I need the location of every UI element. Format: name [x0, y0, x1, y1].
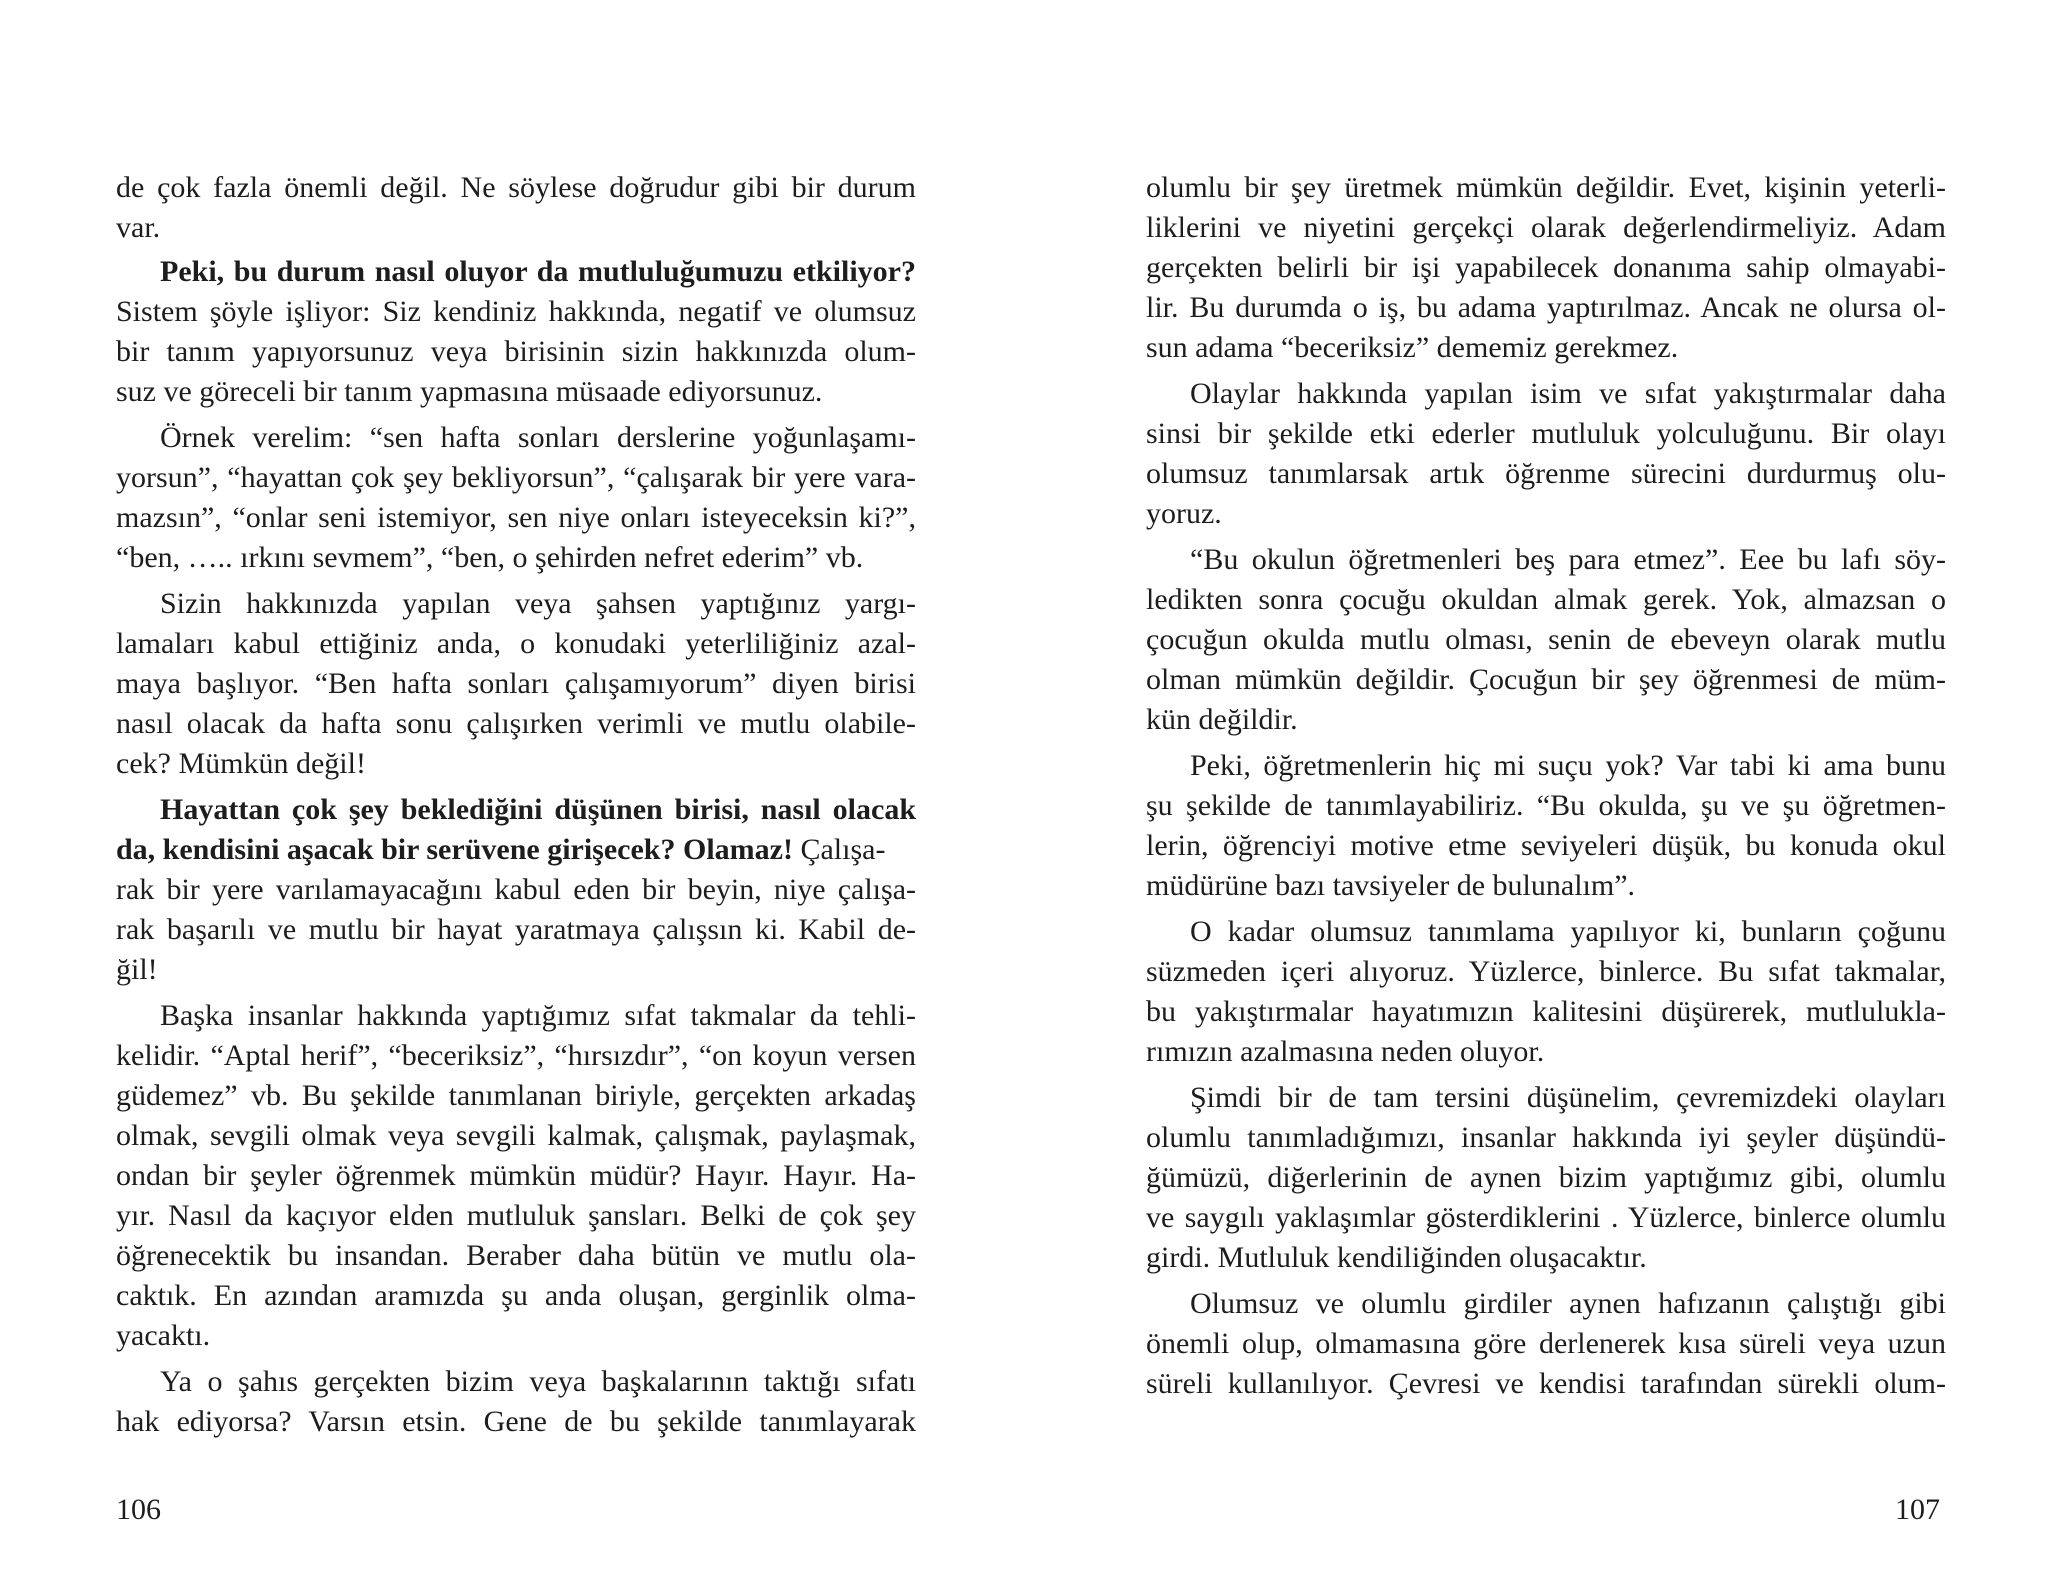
text-line: ledikten sonra çocuğu okuldan almak gerek. Yok, almazsan o	[1146, 583, 1946, 616]
text-line: girdi. Mutluluk kendiliğinden oluşacaktır.	[1146, 1241, 1647, 1274]
text-line: olumsuz tanımlarsak artık öğrenme sürecini durdurmuş olu-	[1146, 457, 1946, 490]
text-line: kelidir. “Aptal herif”, “beceriksiz”, “hırsızdır”, “on koyun versen	[116, 1039, 916, 1072]
text-line: güdemez” vb. Bu şekilde tanımlanan biriyle, gerçekten arkadaş	[116, 1079, 916, 1112]
text-line: ondan bir şeyler öğrenmek mümkün müdür? Hayır. Hayır. Ha-	[116, 1159, 916, 1192]
text-line: sinsi bir şekilde etki ederler mutluluk yolculuğunu. Bir olayı	[1146, 417, 1946, 450]
text-line: rak başarılı ve mutlu bir hayat yaratmaya çalışsın ki. Kabil de-	[116, 913, 916, 946]
text-line: yoruz.	[1146, 497, 1222, 530]
text-line: rak bir yere varılamayacağını kabul eden bir beyin, niye çalışa-	[116, 873, 916, 906]
text-line: “Bu okulun öğretmenleri beş para etmez”. Eee bu lafı söy-	[1190, 543, 1946, 576]
text-line: liklerini ve niyetini gerçekçi olarak değerlendirmeliyiz. Adam	[1146, 211, 1946, 244]
text-line: Peki, öğretmenlerin hiç mi suçu yok? Var tabi ki ama bunu	[1190, 749, 1946, 782]
text-fragment: Çalışa-	[792, 833, 886, 866]
text-line: öğrenecektik bu insandan. Beraber daha bütün ve mutlu ola-	[116, 1239, 916, 1272]
text-line: de çok fazla önemli değil. Ne söylese doğrudur gibi bir durum	[116, 171, 916, 204]
text-line: olumlu bir şey üretmek mümkün değildir. Evet, kişinin yeterli-	[1146, 171, 1946, 204]
text-line: sun adama “beceriksiz” dememiz gerekmez.	[1146, 331, 1679, 364]
text-line: lerin, öğrenciyi motive etme seviyeleri düşük, bu konuda okul	[1146, 829, 1946, 862]
text-line: Örnek verelim: “sen hafta sonları derslerine yoğunlaşamı-	[160, 421, 916, 454]
text-line: yır. Nasıl da kaçıyor elden mutluluk şansları. Belki de çok şey	[116, 1199, 916, 1232]
text-line: önemli olup, olmamasına göre derlenerek kısa süreli veya uzun	[1146, 1327, 1946, 1360]
text-line: kün değildir.	[1146, 703, 1298, 736]
text-line: O kadar olumsuz tanımlama yapılıyor ki, bunların çoğunu	[1190, 915, 1946, 948]
text-line: bir tanım yapıyorsunuz veya birisinin sizin hakkınızda olum-	[116, 335, 916, 368]
page-number: 107	[1895, 1493, 1940, 1526]
text-line: yorsun”, “hayattan çok şey bekliyorsun”, “çalışarak bir yere vara-	[116, 461, 916, 494]
text-line: ve saygılı yaklaşımlar gösterdiklerini . Yüzlerce, binlerce olumlu	[1146, 1201, 1946, 1234]
text-line: olman mümkün değildir. Çocuğun bir şey öğrenmesi de müm-	[1146, 663, 1946, 696]
text-line: lamaları kabul ettiğiniz anda, o konudaki yeterliliğiniz azal-	[116, 627, 916, 660]
text-line: çocuğun okulda mutlu olması, senin de ebeveyn olarak mutlu	[1146, 623, 1946, 656]
text-line: nasıl olacak da hafta sonu çalışırken verimli ve mutlu olabile-	[116, 707, 916, 740]
text-line: süreli kullanılıyor. Çevresi ve kendisi tarafından sürekli olum-	[1146, 1367, 1946, 1400]
text-line: bu yakıştırmalar hayatımızın kalitesini düşürerek, mutlulukla-	[1146, 995, 1946, 1028]
text-line: olmak, sevgili olmak veya sevgili kalmak, çalışmak, paylaşmak,	[116, 1119, 916, 1152]
text-line: caktık. En azından aramızda şu anda oluşan, gerginlik olma-	[116, 1279, 916, 1312]
text-line: hak ediyorsa? Varsın etsin. Gene de bu şekilde tanımlayarak	[116, 1405, 916, 1438]
text-line: cek? Mümkün değil!	[116, 747, 366, 780]
text-line: var.	[116, 211, 161, 244]
text-line: olumlu tanımladığımızı, insanlar hakkında iyi şeyler düşündü-	[1146, 1121, 1946, 1154]
text-line: gerçekten belirli bir işi yapabilecek donanıma sahip olmayabi-	[1146, 251, 1946, 284]
text-line: şu şekilde de tanımlayabiliriz. “Bu okulda, şu ve şu öğretmen-	[1146, 789, 1946, 822]
text-line: ğümüzü, diğerlerinin de aynen bizim yaptığımız gibi, olumlu	[1146, 1161, 1946, 1194]
text-line: mazsın”, “onlar seni istemiyor, sen niye onları isteyeceksin ki?”,	[116, 501, 916, 534]
text-line: “ben, ….. ırkını sevmem”, “ben, o şehirden nefret ederim” vb.	[116, 541, 864, 574]
text-line: Sistem şöyle işliyor: Siz kendiniz hakkında, negatif ve olumsuz	[116, 295, 916, 328]
text-line: Olaylar hakkında yapılan isim ve sıfat yakıştırmalar daha	[1190, 377, 1946, 410]
text-line: maya başlıyor. “Ben hafta sonları çalışamıyorum” diyen birisi	[116, 667, 916, 700]
text-line: süzmeden içeri alıyoruz. Yüzlerce, binlerce. Bu sıfat takmalar,	[1146, 955, 1946, 988]
text-line: Olumsuz ve olumlu girdiler aynen hafızanın çalıştığı gibi	[1190, 1287, 1946, 1320]
bold-statement-fragment: da, kendisini aşacak bir serüvene girişecek? Olamaz!	[116, 833, 793, 866]
text-line: ğil!	[116, 953, 158, 986]
page-number: 106	[116, 1493, 161, 1526]
bold-statement-line: Hayattan çok şey beklediğini düşünen birisi, nasıl olacak	[160, 793, 916, 826]
text-line: Şimdi bir de tam tersini düşünelim, çevremizdeki olayları	[1190, 1081, 1946, 1114]
text-line: Ya o şahıs gerçekten bizim veya başkalarının taktığı sıfatı	[160, 1365, 916, 1398]
text-line: yacaktı.	[116, 1319, 211, 1352]
text-line: Sizin hakkınızda yapılan veya şahsen yaptığınız yargı-	[160, 587, 916, 620]
mixed-line	[116, 830, 885, 870]
text-line: suz ve göreceli bir tanım yapmasına müsaade ediyorsunuz.	[116, 375, 823, 408]
text-line: Başka insanlar hakkında yaptığımız sıfat takmalar da tehli-	[160, 999, 916, 1032]
text-line: lir. Bu durumda o iş, bu adama yaptırılmaz. Ancak ne olursa ol-	[1146, 291, 1946, 324]
text-line: rımızın azalmasına neden oluyor.	[1146, 1035, 1545, 1068]
text-line: müdürüne bazı tavsiyeler de bulunalım”.	[1146, 869, 1636, 902]
bold-question-line: Peki, bu durum nasıl oluyor da mutluluğumuzu etkiliyor?	[160, 255, 916, 288]
